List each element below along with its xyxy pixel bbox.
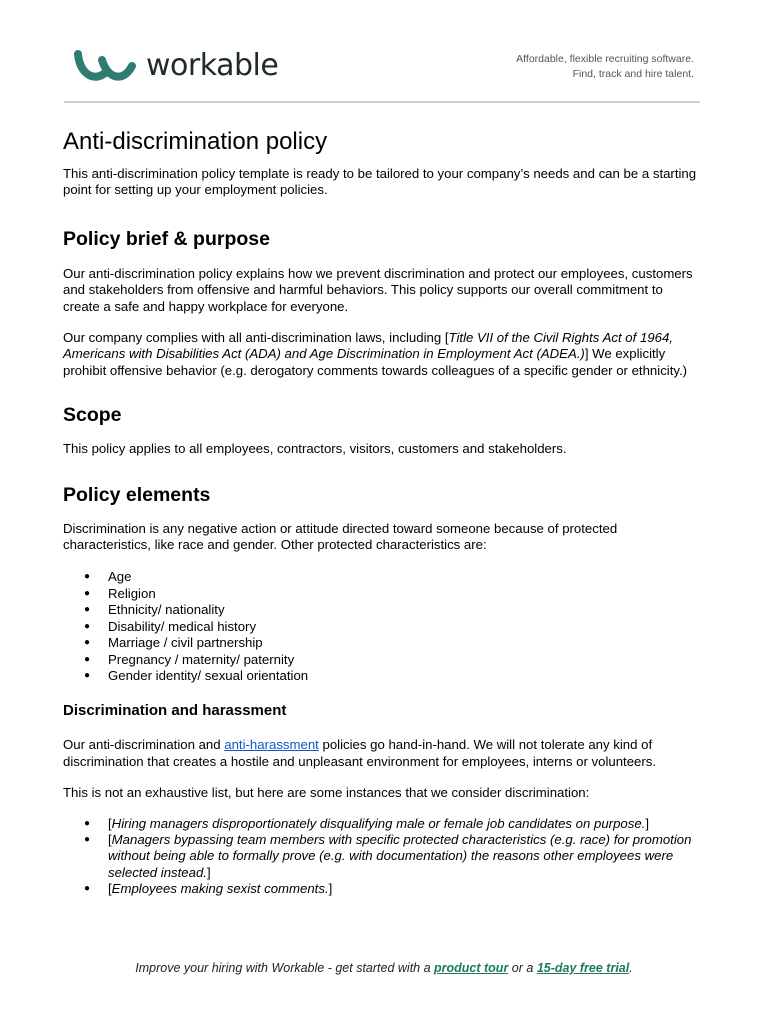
tagline-line-2: Find, track and hire talent. bbox=[572, 68, 694, 80]
protected-characteristics-list bbox=[84, 569, 703, 684]
elements-paragraph: Discrimination is any negative action or attitude directed toward someone because of protected characteristics, like race and gender. Other protected characteristics are: bbox=[63, 520, 618, 553]
bracket-close: ] bbox=[645, 815, 650, 831]
header-divider bbox=[64, 101, 700, 103]
scope-paragraph: This policy applies to all employees, contractors, visitors, customers and stakeholders. bbox=[63, 441, 567, 457]
bracket-close: ] bbox=[328, 881, 333, 897]
list-item: ● Disability/ medical history bbox=[84, 619, 703, 635]
bracket-open: [ bbox=[108, 815, 112, 831]
anti-harassment-link[interactable]: anti-harassment bbox=[224, 737, 319, 753]
workable-logo[interactable] bbox=[72, 46, 278, 86]
discrimination-examples-list bbox=[84, 816, 703, 898]
bracket-open: [ bbox=[108, 881, 112, 897]
list-item: ● Gender identity/ sexual orientation bbox=[84, 668, 703, 684]
free-trial-link[interactable]: 15-day free trial bbox=[536, 961, 630, 975]
footer-end: . bbox=[629, 961, 633, 975]
brief-paragraph-2 bbox=[63, 330, 703, 379]
product-tour-link[interactable]: product tour bbox=[434, 961, 509, 975]
header-tagline bbox=[516, 52, 694, 82]
example-text: Employees making sexist comments. bbox=[111, 881, 329, 897]
list-item: ● Marriage / civil partnership bbox=[84, 635, 703, 651]
list-item: ● Pregnancy / maternity/ paternity bbox=[84, 652, 703, 668]
brief-p2-start: Our company complies with all anti-discrimination laws, including [ bbox=[63, 330, 449, 346]
list-item: ● Age bbox=[84, 569, 703, 585]
tagline-line-1: Affordable, flexible recruiting software. bbox=[516, 53, 694, 65]
footer-middle: or a bbox=[508, 961, 537, 975]
bracket-open: [ bbox=[108, 831, 112, 847]
intro-paragraph: This anti-discrimination policy template is ready to be tailored to your company’s needs and can be a starting point for setting up your employment policies. bbox=[63, 166, 697, 198]
brief-p2-end: ] We explicitly prohibit offensive behavior (e.g. derogatory comments towards colleagues of a specific gender or ethnicity.) bbox=[63, 346, 688, 378]
example-text: Managers bypassing team members with specific protected characteristics (e.g. race) for promotion without being able to formally prove (e.g. with documentation) the reasons other employees were selected instead. bbox=[108, 831, 692, 880]
list-item: ● Religion bbox=[84, 586, 703, 602]
list-item bbox=[84, 816, 703, 832]
document-body bbox=[63, 127, 703, 898]
heading-policy-elements: Policy elements bbox=[63, 483, 211, 506]
list-item bbox=[84, 881, 703, 897]
brief-paragraph-1: Our anti-discrimination policy explains how we prevent discrimination and protect our employees, customers and stakeholders from offensive and harmful behaviors. This policy supports our overall commitment to create a safe and happy workplace for everyone. bbox=[63, 265, 693, 314]
harassment-p1-end: policies go hand-in-hand. We will not tolerate any kind of discrimination that creates a hostile and unpleasant environment for employees, interns or volunteers. bbox=[63, 737, 657, 769]
harassment-paragraph-1 bbox=[63, 737, 703, 770]
footer-text: Improve your hiring with Workable - get started with a bbox=[135, 961, 435, 975]
harassment-paragraph-2: This is not an exhaustive list, but here are some instances that we consider discrimination: bbox=[63, 785, 590, 801]
document-header bbox=[64, 40, 700, 102]
list-item bbox=[84, 832, 703, 881]
harassment-p1-start: Our anti-discrimination and bbox=[63, 737, 225, 753]
document-footer bbox=[0, 961, 768, 975]
page-title: Anti-discrimination policy bbox=[63, 128, 328, 155]
heading-discrimination-harassment: Discrimination and harassment bbox=[63, 702, 287, 720]
example-text: Hiring managers disproportionately disqualifying male or female job candidates on purpose. bbox=[111, 815, 646, 831]
brief-p2-laws: Title VII of the Civil Rights Act of 1964, Americans with Disabilities Act (ADA) and Age Discrimination in Employment Act (ADEA.) bbox=[63, 330, 673, 362]
heading-scope: Scope bbox=[63, 404, 122, 427]
heading-policy-brief: Policy brief & purpose bbox=[63, 227, 270, 250]
bracket-close: ] bbox=[206, 864, 211, 880]
list-item: ● Ethnicity/ nationality bbox=[84, 602, 703, 618]
workable-logo-icon bbox=[72, 46, 138, 86]
logo-wordmark: workable bbox=[146, 48, 279, 83]
